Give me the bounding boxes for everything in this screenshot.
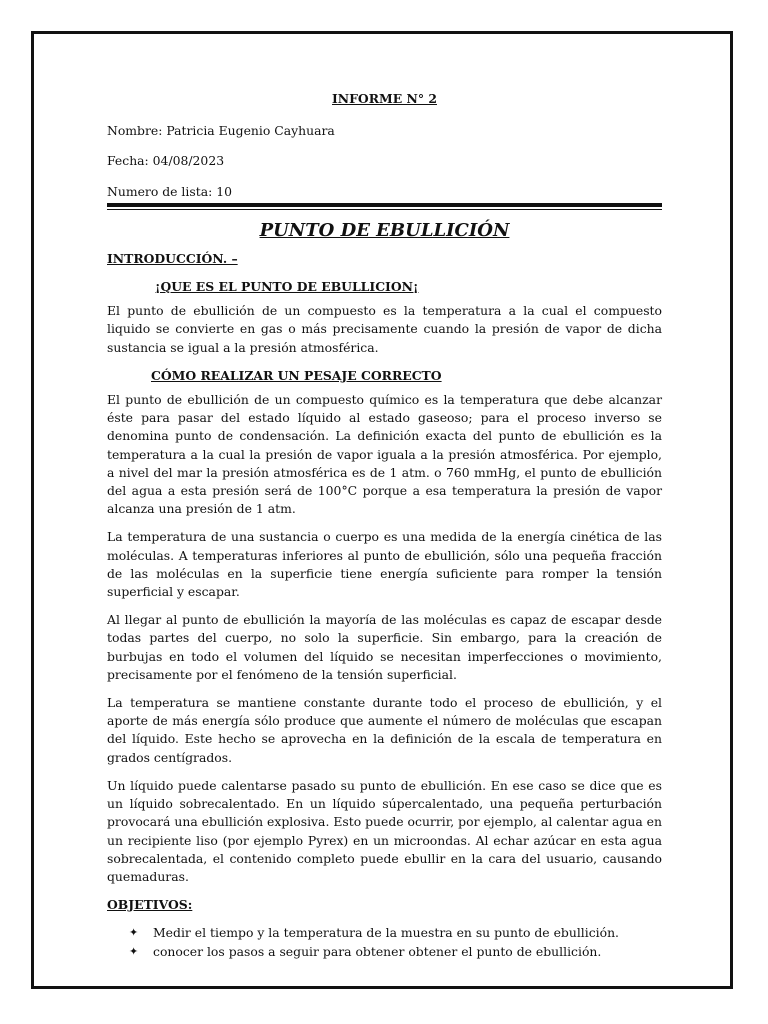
document-body: [107, 90, 662, 961]
report-date: Fecha: 04/08/2023: [107, 153, 225, 169]
report-title: INFORME N° 2: [332, 91, 437, 106]
objective-item: [129, 924, 662, 942]
objectives-heading: OBJETIVOS:: [107, 897, 193, 913]
paragraph-superheated: Un líquido puede calentarse pasado su punto de ebullición. En ese caso se dice que es un líquido sobrecalentado. En un líquido súpercalentado, una pequeña perturbación provocará una ebullición explosiva. Esto puede ocurrir, por ejemplo, al calentar agua en un recipiente liso (por ejemplo Pyrex) en un microondas. Al echar azúcar en esta agua sobrecalentada, el contenido completo puede ebullir en la cara del usuario, causando quemaduras.: [107, 777, 662, 884]
paragraph-boiling-point: El punto de ebullición de un compuesto químico es la temperatura que debe alcanzar éste para pasar del estado líquido al estado gaseoso; para el proceso inverso se denomina punto de condensación. La definición exacta del punto de ebullición es la temperatura a la cual la presión de vapor iguala a la presión atmosférica. Por ejemplo, a nivel del mar la presión atmosférica es de 1 atm. o 760 mmHg, el punto de ebullición del agua a esta presión será de 100°C porque a esa temperatura la presión de vapor alcanza una presión de 1 atm.: [107, 392, 662, 517]
objective-text: conocer los pasos a seguir para obtener obtener el punto de ebullición.: [153, 943, 602, 959]
four-pointed-star-icon: ✦: [129, 944, 139, 958]
document-title: PUNTO DE EBULLICIÓN: [259, 219, 510, 241]
paragraph-definition: El punto de ebullición de un compuesto es la temperatura a la cual el compuesto liquido se convierte en gas o más precisamente cuando la presión de vapor de dicha sustancia se igual a la presión atmosférica.: [107, 303, 662, 355]
objective-text: Medir el tiempo y la temperatura de la muestra en su punto de ebullición.: [153, 925, 619, 941]
header-divider: [107, 203, 662, 210]
list-number: Numero de lista: 10: [107, 183, 232, 199]
weighing-heading: CÓMO REALIZAR UN PESAJE CORRECTO: [151, 367, 442, 383]
question-heading: ¡QUE ES EL PUNTO DE EBULLICION¡: [155, 279, 419, 295]
objective-item: [129, 943, 662, 961]
objectives-list: [107, 924, 662, 960]
paragraph-constant-temperature: La temperatura se mantiene constante durante todo el proceso de ebullición, y el aporte de más energía sólo produce que aumente el número de moléculas que escapan del líquido. Este hecho se aprovecha en la definición de la escala de temperatura en grados centígrados.: [107, 695, 662, 765]
paragraph-bubbles: Al llegar al punto de ebullición la mayoría de las moléculas es capaz de escapar desde todas partes del cuerpo, no solo la superficie. Sin embargo, para la creación de burbujas en todo el volumen del líquido se necesitan imperfecciones o movimiento, precisamente por el fenómeno de la tensión superficial.: [107, 612, 662, 682]
student-name: Nombre: Patricia Eugenio Cayhuara: [107, 123, 335, 139]
four-pointed-star-icon: ✦: [129, 926, 139, 940]
intro-heading: INTRODUCCIÓN. –: [107, 250, 238, 266]
paragraph-kinetic-energy: La temperatura de una sustancia o cuerpo es una medida de la energía cinética de las moléculas. A temperaturas inferiores al punto de ebullición, sólo una pequeña fracción de las moléculas en la superficie tiene energía suficiente para romper la tensión superficial y escapar.: [107, 529, 662, 600]
